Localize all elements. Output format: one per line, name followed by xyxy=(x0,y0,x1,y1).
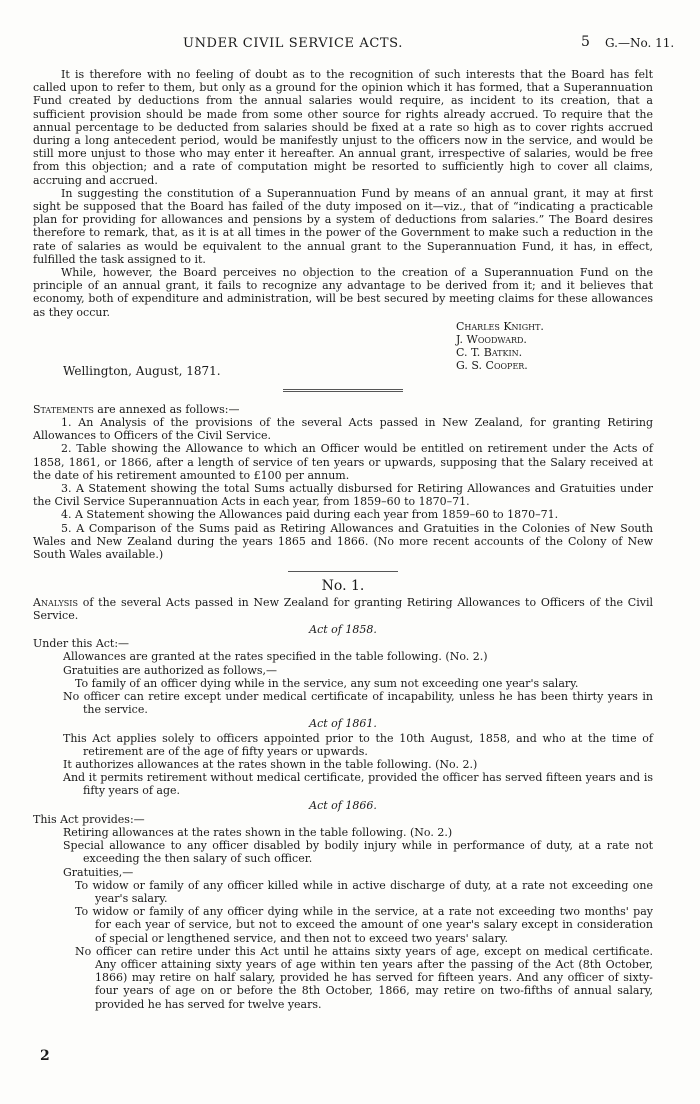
act-1866-widow-dying: To widow or family of any officer dying while in the service, at a rate not exceeding two months' pay for each year of service, but not to exceed the amount of one year's salary except in consideration of special or lengthened service, and then not to exceed two years' salary. xyxy=(75,905,653,945)
signatory: J. Woodward. xyxy=(456,333,527,347)
statement-item: 4. A Statement showing the Allowances paid during each year from 1859–60 to 1870–71. xyxy=(61,508,559,522)
statements-list xyxy=(33,416,653,561)
statements-intro xyxy=(33,403,653,416)
statement-item: 5. A Comparison of the Sums paid as Retiring Allowances and Gratuities in the Colonies of New South Wales and New Zealand during the years 1865 and 1866. (No more recent accounts of the Colony of New South Wales available.) xyxy=(33,521,653,562)
analysis-lead-caps: Analysis xyxy=(33,595,78,609)
statements-lead-rest: are annexed as follows:— xyxy=(93,402,240,416)
act-1866-retiring: Retiring allowances at the rates shown in the table following. (No. 2.) xyxy=(63,825,453,839)
statement-item: 2. Table showing the Allowance to which an Officer would be entitled on retirement under the Acts of 1858, 1861, or 1866, after a length of service of ten years or upwards, supposing that the Salary received at the date of his retirement amounted to £100 per annum. xyxy=(33,442,653,482)
act-1858-allowances: Allowances are granted at the rates specified in the table following. (No. 2.) xyxy=(63,650,488,664)
act-1861-applies: This Act applies solely to officers appointed prior to the 10th August, 1858, and who at the time of retirement are of the age of fifty years or upwards. xyxy=(63,731,653,758)
act-1861-authorizes: It authorizes allowances at the rates shown in the table following. (No. 2.) xyxy=(63,757,478,771)
signatory: C. T. Batkin. xyxy=(456,346,523,360)
page-number: 5 xyxy=(581,34,590,50)
report-paragraph-2: In suggesting the constitution of a Superannuation Fund by means of an annual grant, it may at first sight be supposed that the Board has failed of the duty imposed on it—viz., that of “indicating a practicable plan for providing for allowances and pensions by a system of deductions from salaries.” The Board desires therefore to remark, that, as it is at all times in the power of the Government to make such a reduction in the rate of salaries as would be equivalent to the annual grant to the Superannuation Fund, it has, in effect, fulfilled the task assigned to it. xyxy=(33,186,653,266)
act-1866-special: Special allowance to any officer disabled by bodily injury while in performance of duty, at a rate not exceeding the then salary of such officer. xyxy=(63,839,653,866)
act-1866-gratuities: Gratuities,— xyxy=(63,865,134,879)
act-1866-heading: Act of 1866. xyxy=(309,798,377,812)
place-date: Wellington, August, 1871. xyxy=(63,363,221,378)
act-1866-widow-killed: To widow or family of any officer killed while in active discharge of duty, at a rate not exceeding one year's salary. xyxy=(75,878,653,905)
signature-mark: 2 xyxy=(40,1048,50,1064)
statement-item: 3. A Statement showing the total Sums actually disbursed for Retiring Allowances and Gratuities under the Civil Service Superannuation Acts in each year, from 1859–60 to 1870–71. xyxy=(33,482,653,509)
signatory: Charles Knight. xyxy=(456,319,544,333)
analysis-lead-rest: of the several Acts passed in New Zealand for granting Retiring Allowances to Officers of the Civil Service. xyxy=(33,595,653,622)
act-1861-heading: Act of 1861. xyxy=(309,717,377,731)
act-1858-intro: Under this Act:— xyxy=(33,637,130,651)
signatory: G. S. Cooper. xyxy=(456,359,528,373)
statements-lead-caps: Statements xyxy=(33,402,94,416)
statement-item: 1. An Analysis of the provisions of the several Acts passed in New Zealand, for granting Retiring Allowances to Officers of the Civil Service. xyxy=(33,416,653,443)
act-1858-no-retire: No officer can retire except under medical certificate of incapability, unless he has been thirty years in the service. xyxy=(63,689,653,717)
signature-block xyxy=(33,320,653,378)
analysis-caption xyxy=(33,596,653,622)
act-1858-heading: Act of 1858. xyxy=(309,622,377,636)
act-1858-gratuities: Gratuities are authorized as follows,— xyxy=(63,663,278,677)
act-1866-no-retire: No officer can retire under this Act until he attains sixty years of age, except on medical certificate. Any officer attaining sixty years of age within ten years after the passing of the Act (8th October, 1866) may retire on half salary, provided he has served for fifteen years. And any officer of sixty-four years of age on or before the 8th October, 1866, may retire on two-fifths of annual salary, provided he has served for twelve years. xyxy=(75,944,653,1011)
act-1866-intro: This Act provides:— xyxy=(33,812,145,826)
rule-divider xyxy=(288,571,398,572)
act-1858-family: To family of an officer dying while in the service, any sum not exceeding one year's salary. xyxy=(75,676,579,690)
act-1861-permits: And it permits retirement without medical certificate, provided the officer has served fifteen years and is fifty years of age. xyxy=(63,771,653,798)
double-rule-divider xyxy=(283,389,403,392)
running-header xyxy=(33,34,675,54)
document-reference: G.—No. 11. xyxy=(605,36,675,50)
section-heading-no1: No. 1. xyxy=(321,578,365,595)
header-title: UNDER CIVIL SERVICE ACTS. xyxy=(183,36,403,51)
report-paragraph-1: It is therefore with no feeling of doubt as to the recognition of such interests that the Board has felt called upon to refer to them, but only as a ground for the opinion which it has formed, that a Superannuation Fund created by deductions from the annual salaries would require, as incident to its creation, that a sufficient provision should be made from some other source for rights already accrued. To require that the annual percentage to be deducted from salaries should be fixed at a rate so high as to cover rights accrued during a long antecedent period, would be manifestly unjust to the officers now in the service, and would be still more unjust to those who may enter it hereafter. An annual grant, irrespective of salaries, would be free from this objection; and a rate of computation might be resorted to sufficiently high to cover all claims, accruing and accrued. xyxy=(33,68,653,187)
signatory-list xyxy=(456,320,544,373)
document-body xyxy=(33,68,653,1011)
report-paragraph-3: While, however, the Board perceives no objection to the creation of a Superannuation Fund on the principle of an annual grant, it fails to recognize any advantage to be derived from it; and it believes that economy, both of expenditure and administration, will be best secured by meeting claims for these allowances as they occur. xyxy=(33,266,653,319)
